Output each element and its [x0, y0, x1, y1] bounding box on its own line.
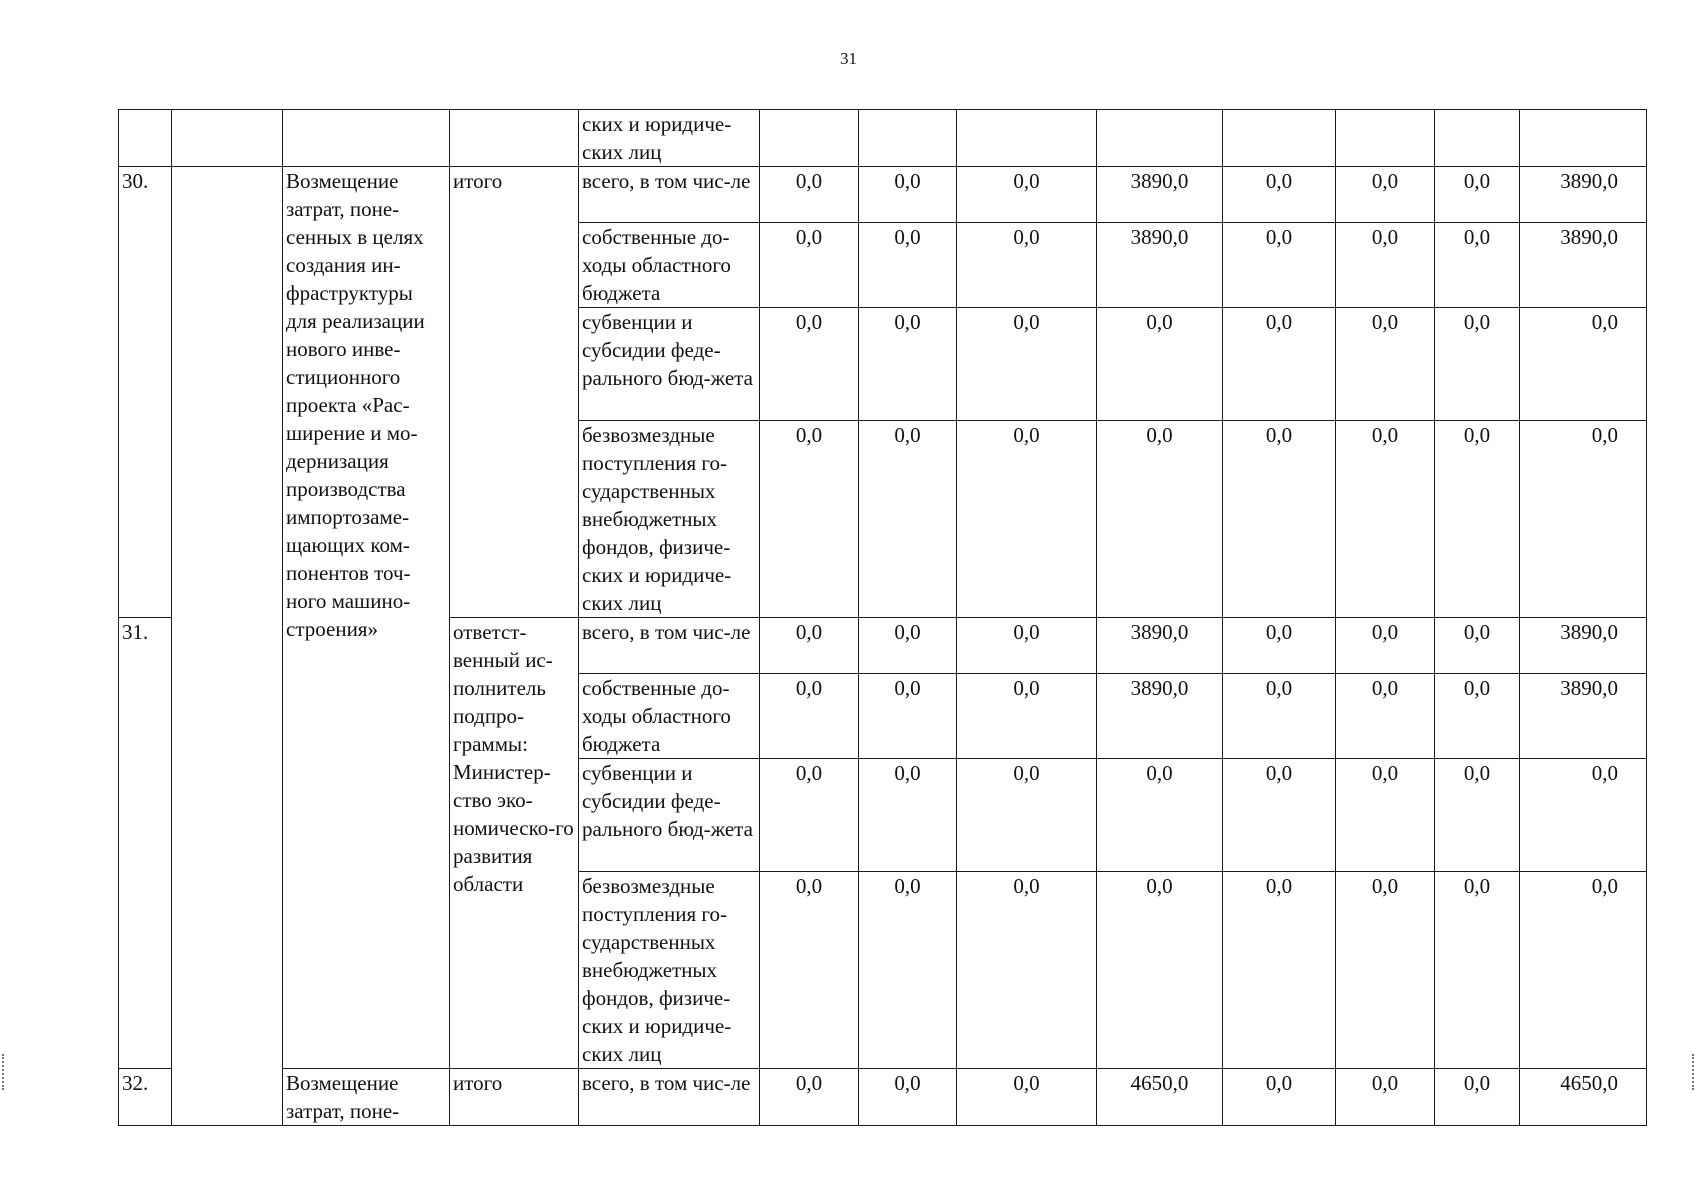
value-cell: 0,0 [859, 223, 957, 308]
value-cell: 0,0 [859, 421, 957, 618]
value-cell: 0,0 [1336, 618, 1435, 674]
value-cell: 0,0 [1223, 223, 1336, 308]
value-cell: 0,0 [760, 421, 859, 618]
value-cell: 0,0 [760, 618, 859, 674]
value-cell: 0,0 [1435, 223, 1520, 308]
source-label: собственные до-ходы областного бюджета [579, 223, 760, 308]
value-cell: 0,0 [760, 1069, 859, 1126]
value-cell: 0,0 [1223, 421, 1336, 618]
value-cell: 0,0 [760, 308, 859, 421]
value-cell: 0,0 [957, 618, 1097, 674]
value-cell: 0,0 [957, 674, 1097, 759]
value-cell: 0,0 [1336, 308, 1435, 421]
empty-cell [172, 167, 283, 1126]
value-cell: 0,0 [1223, 759, 1336, 872]
value-cell: 0,0 [1520, 759, 1647, 872]
source-label: безвозмездные поступления го-сударственных внебюджетных фондов, физиче-ских и юридиче-ских лиц [579, 872, 760, 1069]
value-cell: 3890,0 [1520, 167, 1647, 223]
value-cell: 0,0 [1223, 674, 1336, 759]
value-cell: 0,0 [760, 759, 859, 872]
value-cell: 0,0 [859, 1069, 957, 1126]
value-cell: 0,0 [1336, 421, 1435, 618]
value-cell: 0,0 [1520, 308, 1647, 421]
measure-name: Возмещение затрат, поне-сенных в целях создания ин-фраструктуры для реализации нового инве-стиционного проекта «Рас-ширение и мо-дернизация производства импортозаме-щающих ком-понентов точ-ного машино-строения» [283, 167, 450, 1069]
value-cell: 0,0 [1435, 674, 1520, 759]
value-cell: 0,0 [957, 308, 1097, 421]
value-cell: 0,0 [1223, 308, 1336, 421]
empty-cell [172, 110, 283, 167]
budget-table [118, 109, 1647, 1126]
page-number: 31 [840, 49, 857, 68]
value-cell: 0,0 [760, 223, 859, 308]
value-cell: 0,0 [957, 759, 1097, 872]
value-cell: 0,0 [1336, 674, 1435, 759]
value-cell: 0,0 [859, 618, 957, 674]
value-cell: 0,0 [859, 308, 957, 421]
row-number-cell [119, 110, 172, 167]
value-cell: 0,0 [957, 1069, 1097, 1126]
value-cell: 0,0 [760, 872, 859, 1069]
value-cell: 0,0 [859, 759, 957, 872]
value-cell: 0,0 [1097, 759, 1223, 872]
measure-name: Возмещение затрат, поне- [283, 1069, 450, 1126]
source-label: всего, в том чис-ле [579, 1069, 760, 1126]
executor: ответст-венный ис-полнитель подпро-граммы: Министер-ство эко-номическо-го развития области [450, 618, 579, 1069]
value-cell: 3890,0 [1097, 223, 1223, 308]
value-cell: 0,0 [1435, 872, 1520, 1069]
value-cell: 0,0 [957, 872, 1097, 1069]
executor: итого [450, 1069, 579, 1126]
value-cell: 4650,0 [1520, 1069, 1647, 1126]
table-row [119, 1069, 1647, 1126]
value-cell: 3890,0 [1097, 167, 1223, 223]
value-cell: 0,0 [1336, 223, 1435, 308]
value-cell: 3890,0 [1520, 618, 1647, 674]
source-label: всего, в том чис-ле [579, 618, 760, 674]
scan-edge-mark [1692, 1054, 1696, 1090]
value-cell: 0,0 [1097, 872, 1223, 1069]
value-cell: 0,0 [1223, 167, 1336, 223]
value-cell: 0,0 [1336, 167, 1435, 223]
source-label: субвенции и субсидии феде-рального бюд-жета [579, 759, 760, 872]
value-cell: 0,0 [760, 167, 859, 223]
value-cell: 0,0 [760, 674, 859, 759]
value-cell: 0,0 [1435, 421, 1520, 618]
value-cell: 4650,0 [1097, 1069, 1223, 1126]
value-cell: 0,0 [1336, 759, 1435, 872]
value-cell: 0,0 [1336, 1069, 1435, 1126]
table-row [119, 110, 1647, 167]
source-label: собственные до-ходы областного бюджета [579, 674, 760, 759]
value-cell: 0,0 [1223, 872, 1336, 1069]
value-cell: 0,0 [859, 674, 957, 759]
row-number: 31. [119, 618, 172, 1069]
value-cell: 0,0 [1520, 421, 1647, 618]
value-cell: 0,0 [1097, 421, 1223, 618]
value-cell: 3890,0 [1097, 618, 1223, 674]
value-cell: 0,0 [1223, 1069, 1336, 1126]
value-cell: 0,0 [1435, 167, 1520, 223]
value-cell: 0,0 [1435, 759, 1520, 872]
source-label: безвозмездные поступления го-сударственных внебюджетных фондов, физиче-ских и юридиче-ских лиц [579, 421, 760, 618]
value-cell: 3890,0 [1097, 674, 1223, 759]
value-cell: 0,0 [1336, 872, 1435, 1069]
value-cell: 0,0 [957, 167, 1097, 223]
executor: итого [450, 167, 579, 618]
value-cell: 0,0 [1520, 872, 1647, 1069]
name-cell [283, 110, 450, 167]
source-label: субвенции и субсидии феде-рального бюд-жета [579, 308, 760, 421]
value-cell: 0,0 [957, 223, 1097, 308]
value-cell: 0,0 [1435, 308, 1520, 421]
scan-edge-mark [2, 1054, 6, 1090]
value-cell: 0,0 [1435, 618, 1520, 674]
value-cell: 3890,0 [1520, 223, 1647, 308]
row-number: 30. [119, 167, 172, 618]
source-label: всего, в том чис-ле [579, 167, 760, 223]
value-cell: 0,0 [859, 167, 957, 223]
value-cell: 0,0 [1097, 308, 1223, 421]
value-cell: 0,0 [1223, 618, 1336, 674]
value-cell: 0,0 [1435, 1069, 1520, 1126]
value-cell: 3890,0 [1520, 674, 1647, 759]
row-number: 32. [119, 1069, 172, 1126]
source-cell: ских и юридиче-ских лиц [579, 110, 760, 167]
table-row [119, 167, 1647, 223]
value-cell: 0,0 [859, 872, 957, 1069]
value-cell: 0,0 [957, 421, 1097, 618]
executor-cell [450, 110, 579, 167]
